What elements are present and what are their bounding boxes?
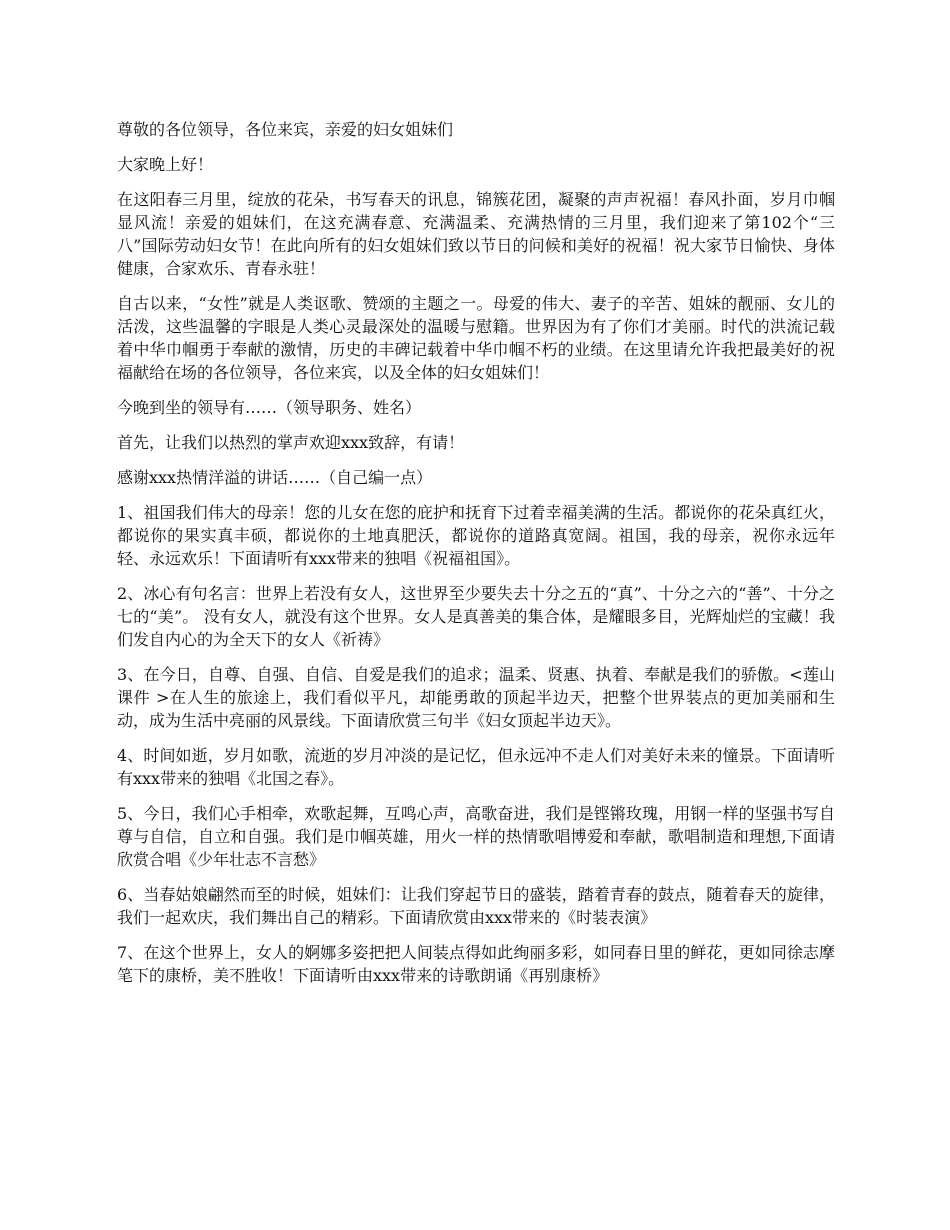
program-item-1: 1、祖国我们伟大的母亲！您的儿女在您的庇护和抚育下过着幸福美满的生活。都说你的花朵真红火，都说你的果实真丰硕，都说你的土地真肥沃，都说你的道路真宽阔。祖国，我的母亲，祝你永远年轻、永远欢乐！下面请听有xxx带来的独唱《祝福祖国》。 [117, 503, 835, 568]
paragraph-thanks: 感谢xxx热情洋溢的讲话……（自己编一点） [117, 468, 433, 487]
document-body [117, 118, 835, 999]
paragraph-tribute: 自古以来，“女性”就是人类讴歌、赞颂的主题之一。母爱的伟大、妻子的辛苦、姐妹的靓丽、女儿的活泼，这些温馨的字眼是人类心灵最深处的温暖与慰籍。世界因为有了你们才美丽。时代的洪流记载着中华巾帼勇于奉献的激情，历史的丰碑记载着中华巾帼不朽的业绩。在这里请允许我把最美好的祝福献给在场的各位领导，各位来宾，以及全体的妇女姐妹们！ [117, 294, 835, 382]
salutation: 尊敬的各位领导，各位来宾，亲爱的妇女姐妹们 [117, 120, 454, 139]
program-item-3: 3、在今日，自尊、自强、自信、自爱是我们的追求；温柔、贤惠、执着、奉献是我们的骄傲。<莲山 课件 >在人生的旅途上，我们看似平凡，却能勇敢的顶起半边天，把整个世界装点的更加美丽和生动，成为生活中亮丽的风景线。下面请欣赏三句半《妇女顶起半边天》。 [117, 665, 835, 730]
greeting: 大家晚上好！ [117, 155, 214, 174]
paragraph-welcome-speech: 首先，让我们以热烈的掌声欢迎xxx致辞，有请！ [117, 433, 465, 452]
paragraph-guests: 今晚到坐的领导有……（领导职务、姓名） [117, 398, 422, 417]
program-item-4: 4、时间如逝，岁月如歌，流逝的岁月冲淡的是记忆，但永远冲不走人们对美好未来的憧景。下面请听有xxx带来的独唱《北国之春》。 [117, 746, 835, 788]
program-item-2: 2、冰心有句名言：世界上若没有女人，这世界至少要失去十分之五的“真”、十分之六的“善”、十分之七的“美”。 没有女人，就没有这个世界。女人是真善美的集合体，是耀眼多目，光辉灿烂的宝藏！我们发自内心的为全天下的女人《祈祷》 [117, 584, 835, 649]
program-item-6: 6、当春姑娘翩然而至的时候，姐妹们：让我们穿起节日的盛装，踏着青春的鼓点，随着春天的旋律，我们一起欢庆，我们舞出自己的精彩。下面请欣赏由xxx带来的《时装表演》 [117, 885, 835, 927]
paragraph-opening: 在这阳春三月里，绽放的花朵，书写春天的讯息，锦簇花团，凝聚的声声祝福！春风扑面，岁月巾帼显风流！亲爱的姐妹们，在这充满春意、充满温柔、充满热情的三月里，我们迎来了第102个“三八”国际劳动妇女节！在此向所有的妇女姐妹们致以节日的问候和美好的祝福！祝大家节日愉快、身体健康，合家欢乐、青春永驻！ [117, 190, 835, 278]
program-item-5: 5、今日，我们心手相牵，欢歌起舞，互鸣心声，高歌奋进，我们是铿锵玫瑰，用钢一样的坚强书写自尊与自信，自立和自强。我们是巾帼英雄，用火一样的热情歌唱博爱和奉献，歌唱制造和理想,下面请欣赏合唱《少年壮志不言愁》 [117, 804, 835, 869]
program-item-7: 7、在这个世界上，女人的婀娜多姿把把人间装点得如此绚丽多彩，如同春日里的鲜花，更如同徐志摩笔下的康桥，美不胜收！下面请听由xxx带来的诗歌朗诵《再别康桥》 [117, 943, 835, 985]
